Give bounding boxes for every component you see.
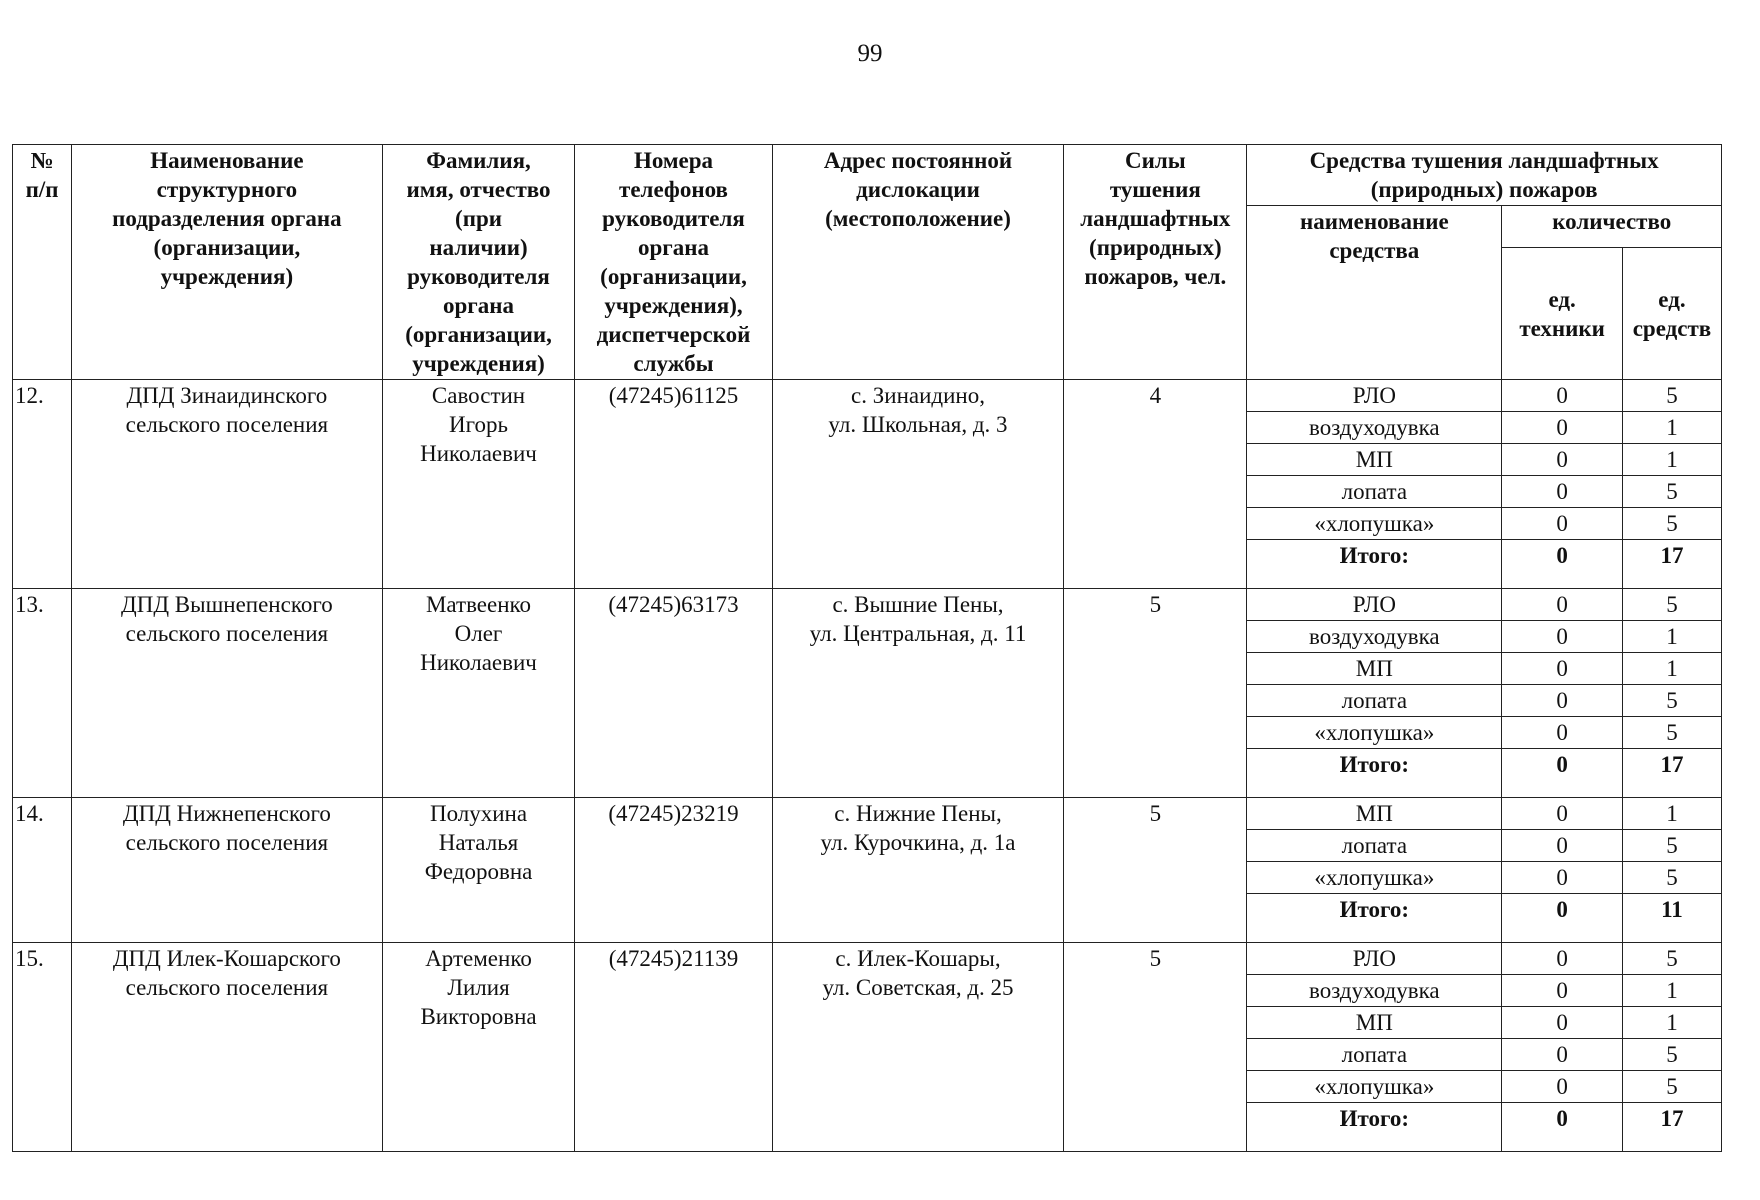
means-units-count: 5 xyxy=(1622,589,1721,621)
means-tech-count: 0 xyxy=(1502,653,1622,685)
means-units-count: 5 xyxy=(1622,830,1721,862)
row-number: 12. xyxy=(13,380,72,589)
means-units-count: 1 xyxy=(1622,1007,1721,1039)
fire-means-table xyxy=(12,144,1722,1152)
phone-number: (47245)23219 xyxy=(575,798,772,943)
means-units-count: 1 xyxy=(1622,412,1721,444)
forces-count: 5 xyxy=(1064,589,1247,798)
total-label: Итого: xyxy=(1247,894,1502,943)
header-address: Адрес постоянной дислокации (местоположение) xyxy=(772,145,1064,380)
forces-count: 5 xyxy=(1064,943,1247,1152)
means-tech-count: 0 xyxy=(1502,943,1622,975)
means-name: лопата xyxy=(1247,830,1502,862)
means-units-count: 5 xyxy=(1622,862,1721,894)
total-units-count: 17 xyxy=(1622,749,1721,798)
org-name: ДПД Вышнепенского сельского поселения xyxy=(72,589,382,798)
means-units-count: 1 xyxy=(1622,444,1721,476)
means-name: «хлопушка» xyxy=(1247,508,1502,540)
phone-number: (47245)61125 xyxy=(575,380,772,589)
total-tech-count: 0 xyxy=(1502,1103,1622,1152)
means-units-count: 5 xyxy=(1622,508,1721,540)
means-tech-count: 0 xyxy=(1502,476,1622,508)
means-name: «хлопушка» xyxy=(1247,1071,1502,1103)
means-tech-count: 0 xyxy=(1502,412,1622,444)
org-name: ДПД Нижнепенского сельского поселения xyxy=(72,798,382,943)
table-header xyxy=(13,145,1722,380)
means-name: лопата xyxy=(1247,476,1502,508)
means-tech-count: 0 xyxy=(1502,1039,1622,1071)
header-head-name: Фамилия, имя, отчество (при наличии) руководителя органа (организации, учреждения) xyxy=(382,145,575,380)
means-tech-count: 0 xyxy=(1502,1071,1622,1103)
table-body xyxy=(13,380,1722,1152)
means-name: РЛО xyxy=(1247,380,1502,412)
header-units-tech: ед. техники xyxy=(1502,248,1622,380)
total-label: Итого: xyxy=(1247,1103,1502,1152)
means-tech-count: 0 xyxy=(1502,862,1622,894)
forces-count: 4 xyxy=(1064,380,1247,589)
means-tech-count: 0 xyxy=(1502,508,1622,540)
header-means: Средства тушения ландшафтных (природных) пожаров xyxy=(1247,145,1722,206)
org-name: ДПД Зинаидинского сельского поселения xyxy=(72,380,382,589)
means-units-count: 5 xyxy=(1622,380,1721,412)
means-units-count: 5 xyxy=(1622,1071,1721,1103)
address: с. Илек-Кошары, ул. Советская, д. 25 xyxy=(772,943,1064,1152)
means-units-count: 5 xyxy=(1622,685,1721,717)
header-units-means: ед. средств xyxy=(1622,248,1721,380)
means-tech-count: 0 xyxy=(1502,798,1622,830)
means-tech-count: 0 xyxy=(1502,589,1622,621)
means-name: «хлопушка» xyxy=(1247,862,1502,894)
total-label: Итого: xyxy=(1247,749,1502,798)
phone-number: (47245)21139 xyxy=(575,943,772,1152)
means-units-count: 1 xyxy=(1622,798,1721,830)
row-number: 13. xyxy=(13,589,72,798)
total-tech-count: 0 xyxy=(1502,749,1622,798)
means-units-count: 1 xyxy=(1622,621,1721,653)
page-number: 99 xyxy=(857,40,883,67)
means-name: МП xyxy=(1247,444,1502,476)
header-forces: Силы тушения ландшафтных (природных) пожаров, чел. xyxy=(1064,145,1247,380)
row-number: 14. xyxy=(13,798,72,943)
means-tech-count: 0 xyxy=(1502,717,1622,749)
means-name: воздуходувка xyxy=(1247,412,1502,444)
org-name: ДПД Илек-Кошарского сельского поселения xyxy=(72,943,382,1152)
means-name: МП xyxy=(1247,1007,1502,1039)
head-name: Матвеенко Олег Николаевич xyxy=(382,589,575,798)
address: с. Вышние Пены, ул. Центральная, д. 11 xyxy=(772,589,1064,798)
row-number: 15. xyxy=(13,943,72,1152)
means-units-count: 1 xyxy=(1622,653,1721,685)
means-name: РЛО xyxy=(1247,943,1502,975)
total-tech-count: 0 xyxy=(1502,894,1622,943)
means-tech-count: 0 xyxy=(1502,975,1622,1007)
table-row xyxy=(13,943,1722,975)
means-name: воздуходувка xyxy=(1247,621,1502,653)
head-name: Артеменко Лилия Викторовна xyxy=(382,943,575,1152)
means-name: воздуходувка xyxy=(1247,975,1502,1007)
total-units-count: 17 xyxy=(1622,540,1721,589)
means-name: лопата xyxy=(1247,685,1502,717)
table-row xyxy=(13,380,1722,412)
header-quantity: количество xyxy=(1502,206,1722,248)
means-tech-count: 0 xyxy=(1502,685,1622,717)
means-tech-count: 0 xyxy=(1502,444,1622,476)
means-name: РЛО xyxy=(1247,589,1502,621)
header-means-name: наименование средства xyxy=(1247,206,1502,380)
address: с. Нижние Пены, ул. Курочкина, д. 1а xyxy=(772,798,1064,943)
means-tech-count: 0 xyxy=(1502,621,1622,653)
total-tech-count: 0 xyxy=(1502,540,1622,589)
forces-count: 5 xyxy=(1064,798,1247,943)
header-num: № п/п xyxy=(13,145,72,380)
means-tech-count: 0 xyxy=(1502,830,1622,862)
total-units-count: 11 xyxy=(1622,894,1721,943)
means-units-count: 1 xyxy=(1622,975,1721,1007)
header-phones: Номера телефонов руководителя органа (организации, учреждения), диспетчерской службы xyxy=(575,145,772,380)
total-units-count: 17 xyxy=(1622,1103,1721,1152)
means-tech-count: 0 xyxy=(1502,380,1622,412)
means-units-count: 5 xyxy=(1622,943,1721,975)
means-tech-count: 0 xyxy=(1502,1007,1622,1039)
head-name: Савостин Игорь Николаевич xyxy=(382,380,575,589)
means-units-count: 5 xyxy=(1622,476,1721,508)
means-name: МП xyxy=(1247,798,1502,830)
means-name: МП xyxy=(1247,653,1502,685)
phone-number: (47245)63173 xyxy=(575,589,772,798)
means-name: «хлопушка» xyxy=(1247,717,1502,749)
address: с. Зинаидино, ул. Школьная, д. 3 xyxy=(772,380,1064,589)
means-units-count: 5 xyxy=(1622,1039,1721,1071)
head-name: Полухина Наталья Федоровна xyxy=(382,798,575,943)
total-label: Итого: xyxy=(1247,540,1502,589)
table-row xyxy=(13,589,1722,621)
means-units-count: 5 xyxy=(1622,717,1721,749)
header-org-name: Наименование структурного подразделения органа (организации, учреждения) xyxy=(72,145,382,380)
table-row xyxy=(13,798,1722,830)
means-name: лопата xyxy=(1247,1039,1502,1071)
